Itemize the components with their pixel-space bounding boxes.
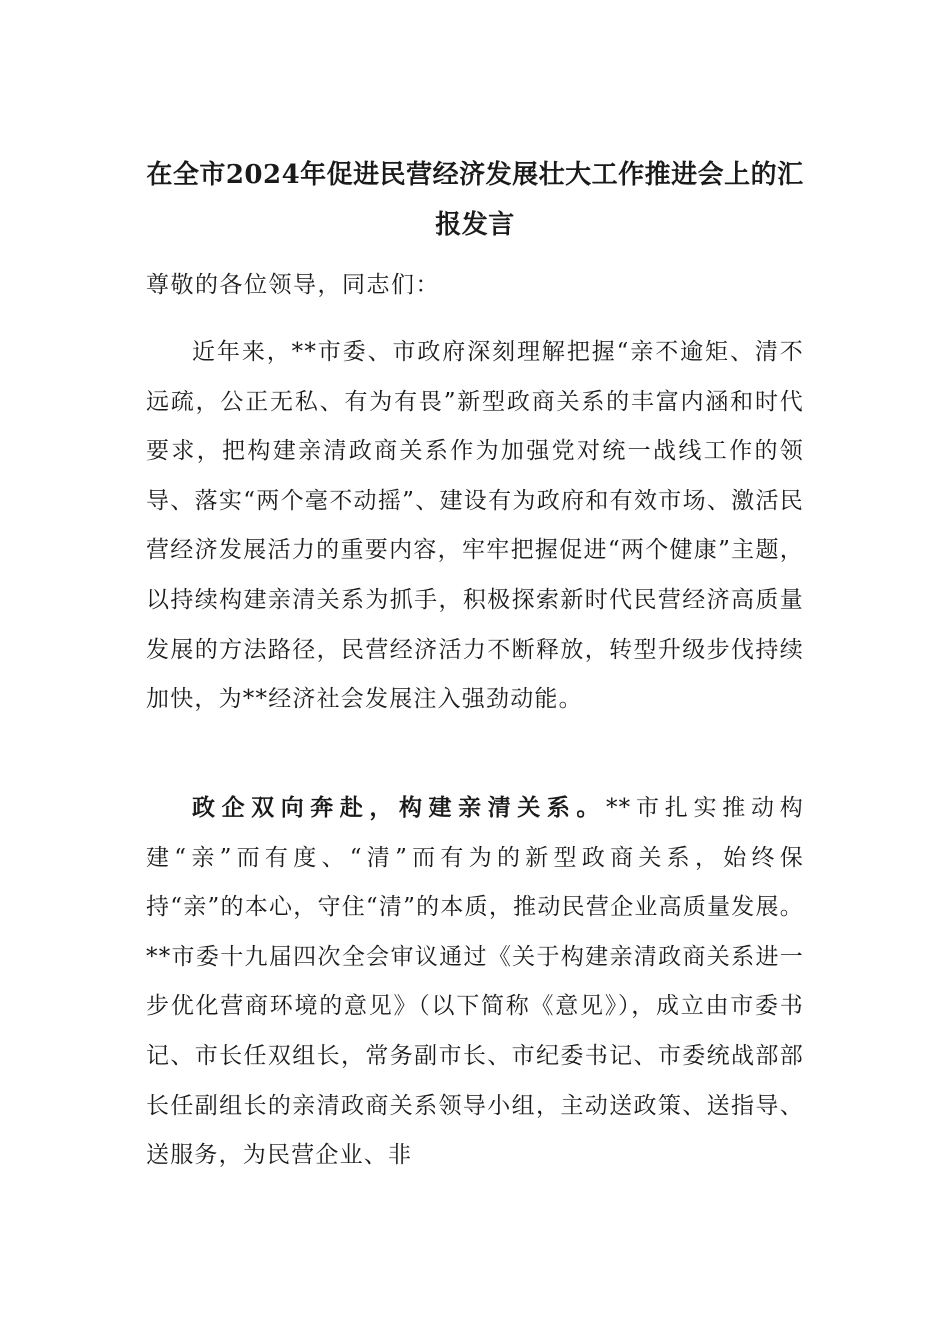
paragraph-2-text: **市扎实推动构建“亲”而有度、“清”而有为的新型政商关系，始终保持“亲”的本心，守住“清”的本质，推动民营企业高质量发展。**市委十九届四次全会审议通过《关于构建亲清政商关系进一步优化营商环境的意见》（以下简称《意见》），成立由市委书记、市长任双组长，常务副市长、市纪委书记、市委统战部部长任副组长的亲清政商关系领导小组，主动送政策、送指导、送服务，为民营企业、非	[146, 795, 805, 1169]
document-title: 在全市2024年促进民营经济发展壮大工作推进会上的汇报发言	[146, 160, 804, 240]
paragraph-2-lead: 政企双向奔赴，构建亲清关系。	[192, 794, 606, 821]
paragraph-2	[146, 783, 804, 1181]
salutation: 尊敬的各位领导，同志们：	[146, 272, 440, 298]
paragraph-1	[146, 328, 804, 725]
paragraph-1-text: 近年来，**市委、市政府深刻理解把握“亲不逾矩、清不远疏，公正无私、有为有畏”新型政商关系的丰富内涵和时代要求，把构建亲清政商关系作为加强党对统一战线工作的领导、落实“两个毫不动摇”、建设有为政府和有效市场、激活民营经济发展活力的重要内容，牢牢把握促进“两个健康”主题，以持续构建亲清关系为抓手，积极探索新时代民营经济高质量发展的方法路径，民营经济活力不断释放，转型升级步伐持续加快，为**经济社会发展注入强劲动能。	[146, 339, 804, 713]
